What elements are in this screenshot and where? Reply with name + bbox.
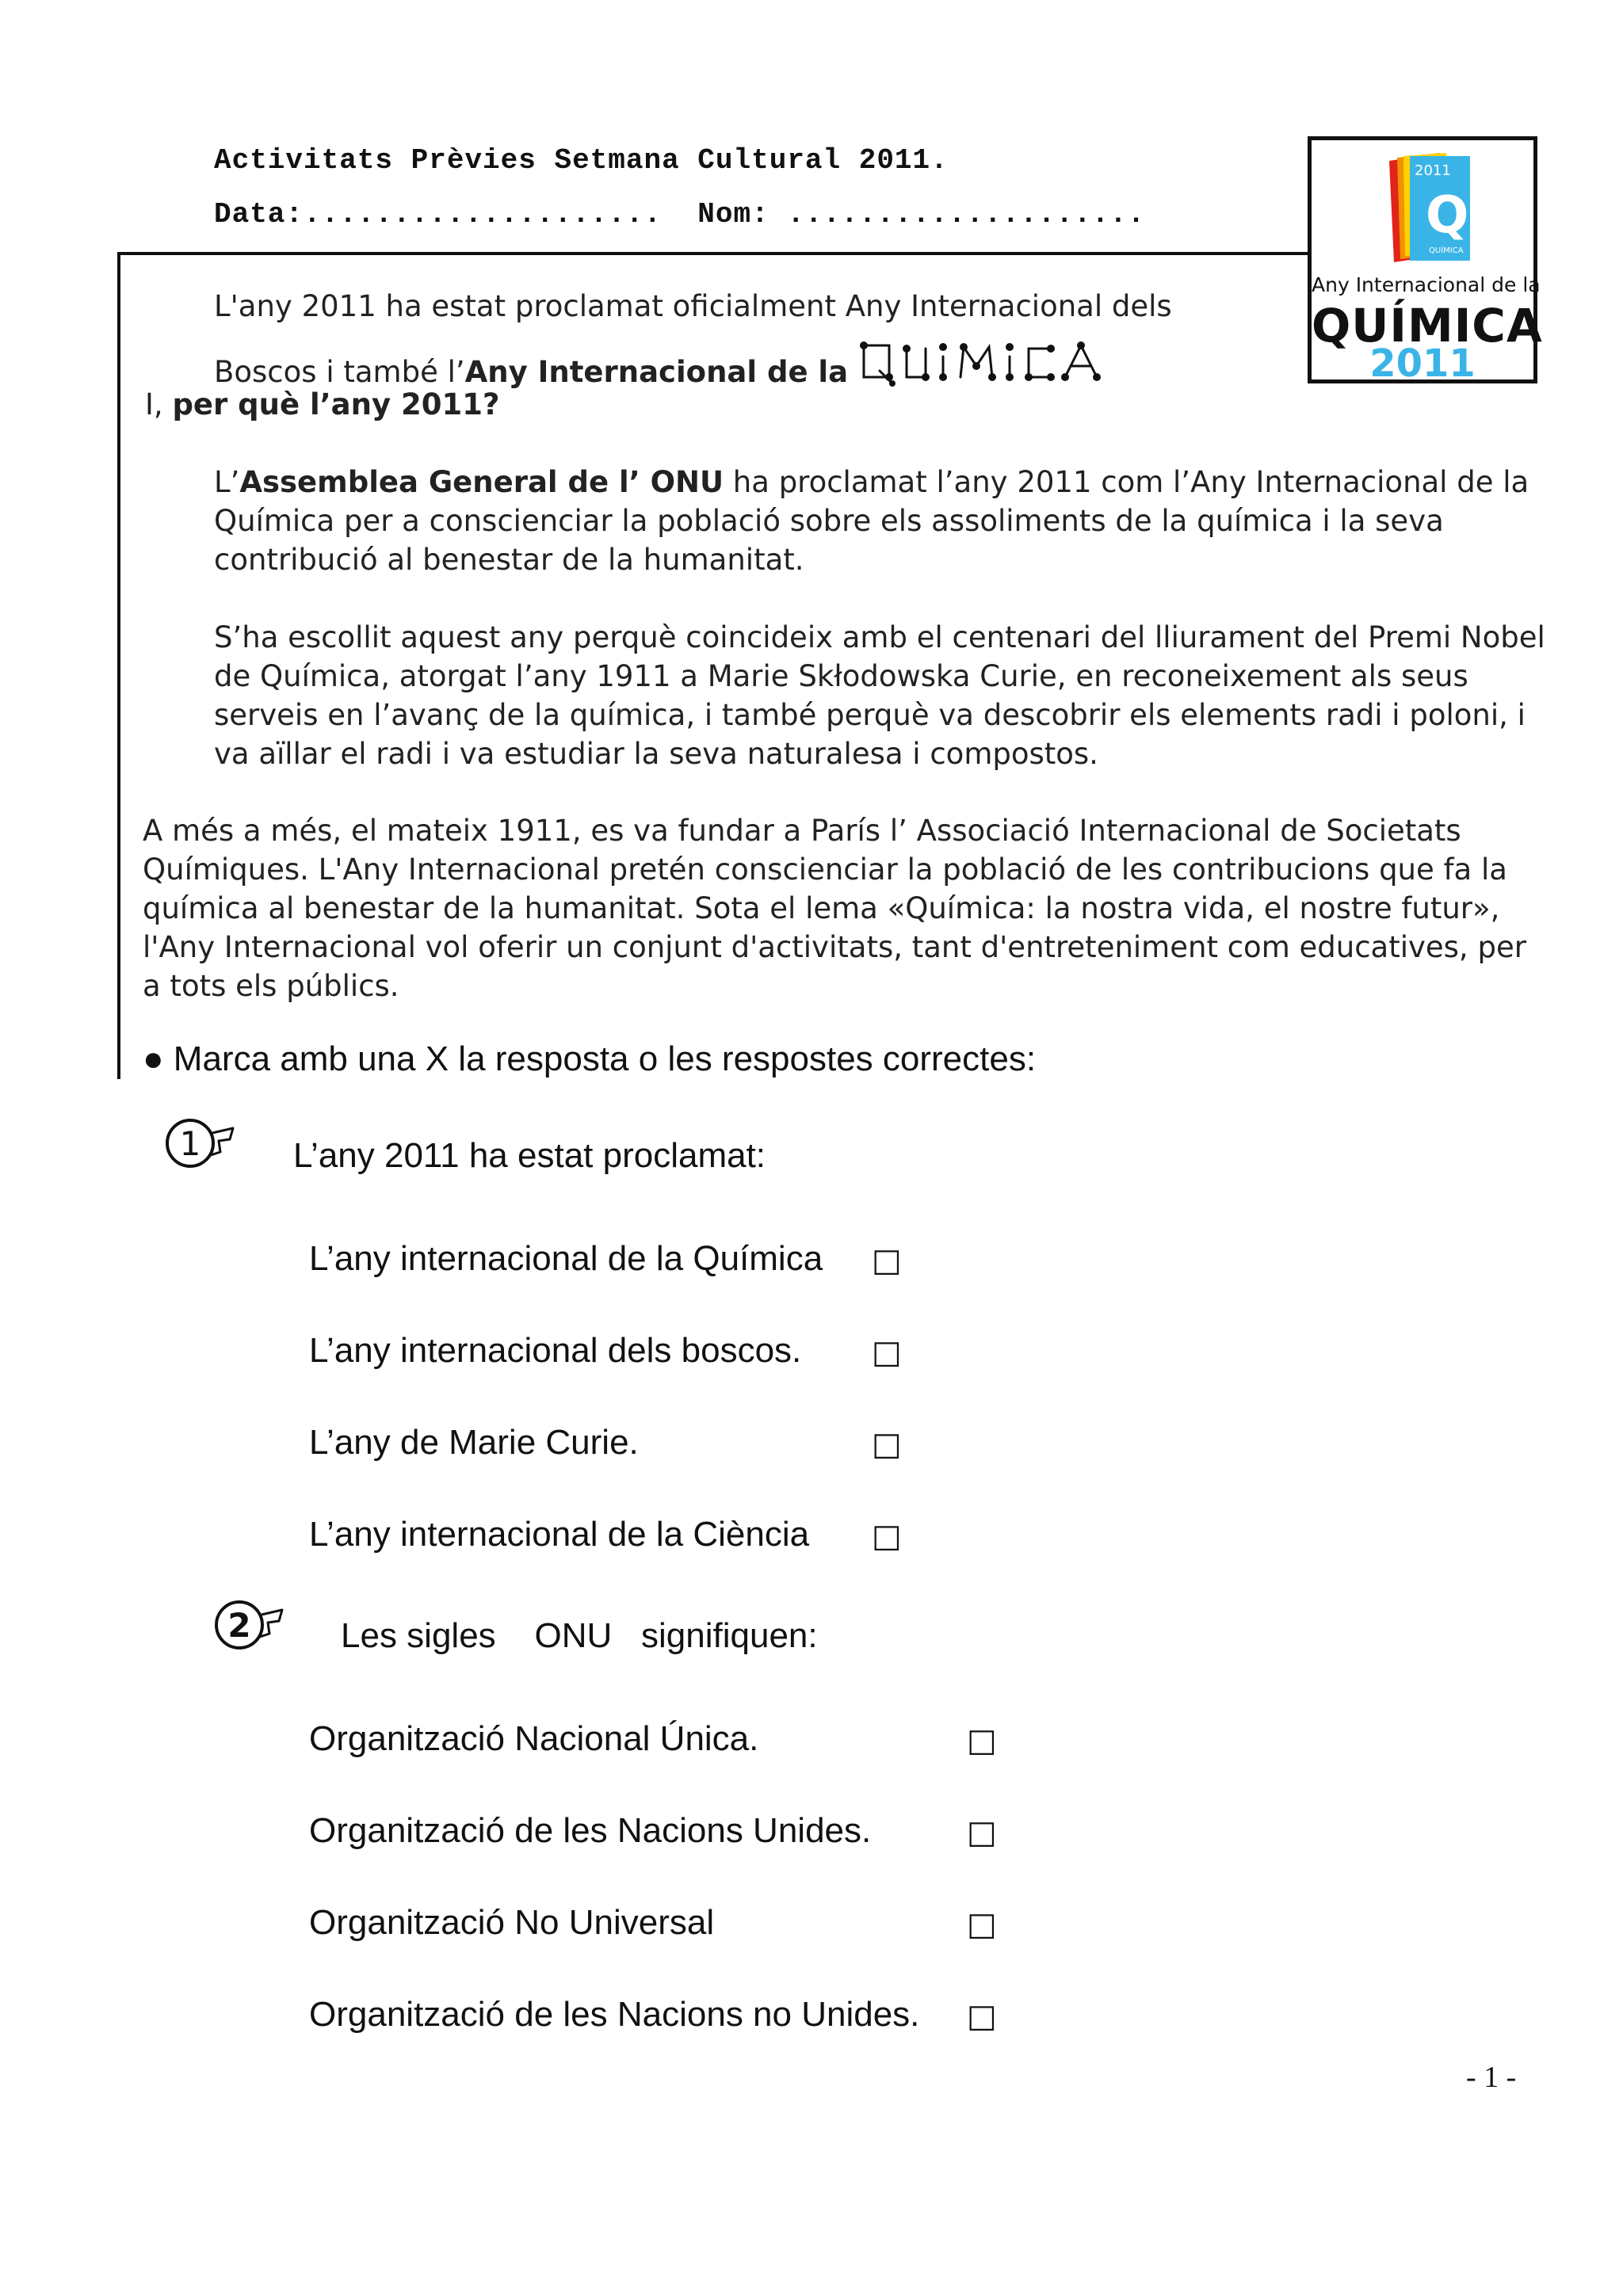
- intro-question: per què l’any 2011?: [172, 387, 500, 421]
- frame-top-rule: [117, 252, 1312, 255]
- intro-line-1: L'any 2011 ha estat proclamat oficialment Any Internacional dels: [214, 289, 1172, 323]
- document-title: Activitats Prèvies Setmana Cultural 2011.: [214, 144, 949, 177]
- q1-option-1: L’any internacional de la Química: [309, 1239, 823, 1278]
- intro-line-3-prefix: I,: [145, 387, 173, 421]
- number-one-pointing-hand-icon: [163, 1116, 236, 1171]
- q2-option-4-checkbox[interactable]: □: [967, 1998, 997, 2035]
- svg-text:2: 2: [227, 1606, 251, 1645]
- q1-option-4-checkbox[interactable]: □: [872, 1518, 902, 1554]
- logo-year: 2011: [1369, 341, 1476, 386]
- q2-option-1-checkbox[interactable]: □: [967, 1722, 997, 1759]
- paragraph-assemblea-bold: Assemblea General de l’ ONU: [239, 465, 724, 499]
- paragraph-assemblea-rest: ha proclamat l’any 2011 com l’Any Internacional de la Química per a conscienciar la població sobre els assoliments de la química i la seva contribució al benestar de la humanitat.: [214, 465, 1529, 577]
- logo-book-caption: QUÍMICA: [1429, 246, 1464, 255]
- q1-option-3-checkbox[interactable]: □: [872, 1426, 902, 1463]
- q2-option-3: Organització No Universal: [309, 1903, 715, 1942]
- q2-option-3-checkbox[interactable]: □: [967, 1906, 997, 1943]
- q1-option-1-checkbox[interactable]: □: [872, 1242, 902, 1279]
- books-logo-icon: [1386, 151, 1473, 270]
- q2-option-4: Organització de les Nacions no Unides.: [309, 1995, 920, 2034]
- number-two-pointing-hand-icon: [212, 1597, 285, 1653]
- svg-text:1: 1: [179, 1124, 201, 1163]
- logo-book-letter: Q: [1426, 186, 1469, 245]
- question-2-title: Les sigles ONU signifiquen:: [341, 1616, 818, 1655]
- quimica-2011-logo: [1308, 136, 1543, 386]
- intro-line-3: [145, 385, 499, 424]
- q1-option-3: L’any de Marie Curie.: [309, 1423, 639, 1462]
- logo-main-text: QUÍMICA: [1312, 299, 1543, 353]
- q2-option-2: Organització de les Nacions Unides.: [309, 1811, 872, 1850]
- q1-option-4: L’any internacional de la Ciència: [309, 1515, 810, 1554]
- frame-left-rule: [117, 252, 120, 1079]
- logo-subtitle: Any Internacional de la: [1312, 273, 1541, 296]
- paragraph-escollit: S’ha escollit aquest any perquè coincideix amb el centenari del lliurament del Premi Nobel de Química, atorgat l’any 1911 a Marie Skłodowska Curie, en reconeixement als seus serveis en l’avanç de la química, i també perquè va descobrir els elements radi i poloni, i va aïllar el radi i va estudiar la seva naturalesa i compostos.: [214, 620, 1545, 771]
- date-name-line: Data:.................... Nom: ....................: [214, 198, 1146, 231]
- intro-line-2: [214, 339, 1119, 391]
- paragraph-assemblea: [214, 463, 1545, 579]
- logo-book-year: 2011: [1415, 162, 1451, 179]
- q1-option-2: L’any internacional dels boscos.: [309, 1331, 802, 1370]
- q1-option-2-checkbox[interactable]: □: [872, 1334, 902, 1371]
- paragraph-assemblea-prefix: L’: [214, 465, 240, 499]
- quimica-molecule-lettering-icon: [857, 339, 1119, 388]
- page-number: - 1 -: [1466, 2061, 1517, 2094]
- intro-line-2-prefix: Boscos i també l’: [214, 355, 465, 389]
- q2-option-1: Organització Nacional Única.: [309, 1719, 759, 1758]
- paragraph-a-mes: A més a més, el mateix 1911, es va fundar a París l’ Associació Internacional de Societats Químiques. L'Any Internacional pretén conscienciar la població de les contribucions que fa la química al benestar de la humanitat. Sota el lema «Química: la nostra vida, el nostre futur», l'Any Internacional vol oferir un conjunt d'activitats, tant d'entreteniment com educatives, per a tots els públics.: [143, 814, 1526, 1003]
- instruction-text: ● Marca amb una X la resposta o les respostes correctes:: [143, 1039, 1037, 1078]
- intro-line-2-bold: Any Internacional de la: [464, 355, 849, 389]
- q2-option-2-checkbox[interactable]: □: [967, 1814, 997, 1851]
- question-1-title: L’any 2011 ha estat proclamat:: [293, 1136, 766, 1175]
